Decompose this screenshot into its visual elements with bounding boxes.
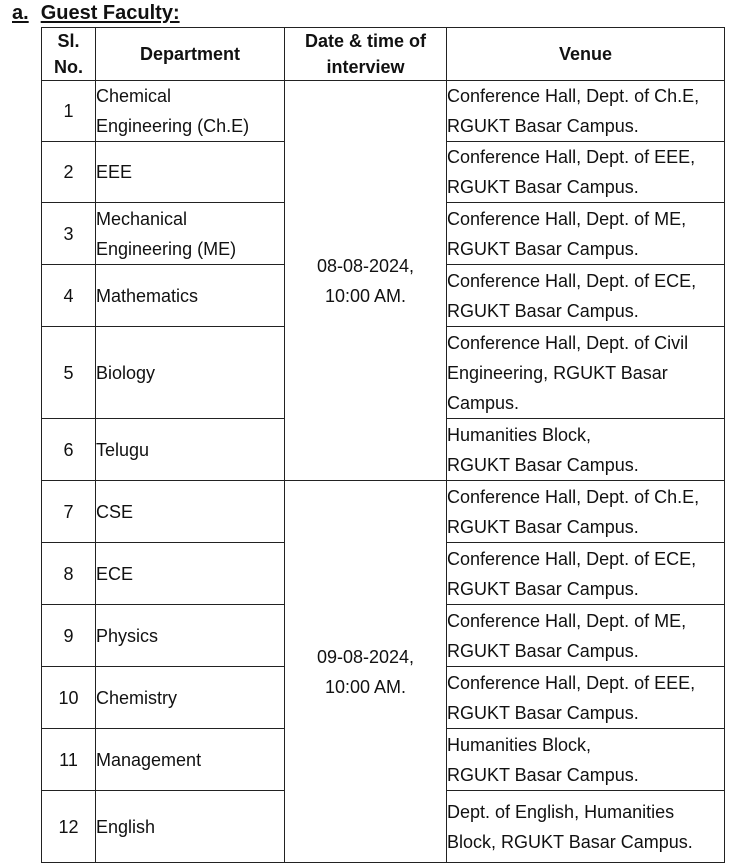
section-title: Guest Faculty: xyxy=(40,2,180,24)
section-heading xyxy=(12,0,180,26)
header-sl-no: Sl. No. xyxy=(42,28,96,81)
venue-cell: Humanities Block, RGUKT Basar Campus. xyxy=(447,419,725,481)
venue-cell: Conference Hall, Dept. of Ch.E, RGUKT Basar Campus. xyxy=(447,81,725,142)
sl-cell: 8 xyxy=(42,543,96,605)
sl-cell: 7 xyxy=(42,481,96,543)
department-cell: Chemistry xyxy=(96,667,285,729)
sl-cell: 5 xyxy=(42,327,96,419)
table-row xyxy=(42,481,725,543)
department-cell: ECE xyxy=(96,543,285,605)
venue-cell: Humanities Block, RGUKT Basar Campus. xyxy=(447,729,725,791)
sl-cell: 12 xyxy=(42,791,96,863)
department-cell: Telugu xyxy=(96,419,285,481)
sl-cell: 2 xyxy=(42,142,96,203)
department-cell: EEE xyxy=(96,142,285,203)
department-cell: Biology xyxy=(96,327,285,419)
department-cell: Physics xyxy=(96,605,285,667)
venue-cell: Conference Hall, Dept. of Ch.E, RGUKT Basar Campus. xyxy=(447,481,725,543)
venue-cell: Conference Hall, Dept. of EEE, RGUKT Basar Campus. xyxy=(447,667,725,729)
department-cell: English xyxy=(96,791,285,863)
guest-faculty-table xyxy=(41,27,725,863)
department-cell: CSE xyxy=(96,481,285,543)
venue-cell: Conference Hall, Dept. of ECE, RGUKT Basar Campus. xyxy=(447,543,725,605)
header-venue: Venue xyxy=(447,28,725,81)
date-cell: 09-08-2024, 10:00 AM. xyxy=(285,481,447,863)
header-date-time: Date & time of interview xyxy=(285,28,447,81)
venue-cell: Conference Hall, Dept. of ME, RGUKT Basar Campus. xyxy=(447,605,725,667)
sl-cell: 6 xyxy=(42,419,96,481)
sl-cell: 3 xyxy=(42,203,96,265)
sl-cell: 11 xyxy=(42,729,96,791)
header-department: Department xyxy=(96,28,285,81)
department-cell: Management xyxy=(96,729,285,791)
venue-cell: Dept. of English, Humanities Block, RGUKT Basar Campus. xyxy=(447,791,725,863)
section-letter: a. xyxy=(12,2,29,24)
department-cell: Mathematics xyxy=(96,265,285,327)
sl-cell: 1 xyxy=(42,81,96,142)
venue-cell: Conference Hall, Dept. of ME, RGUKT Basar Campus. xyxy=(447,203,725,265)
date-cell: 08-08-2024, 10:00 AM. xyxy=(285,81,447,481)
sl-cell: 9 xyxy=(42,605,96,667)
sl-cell: 4 xyxy=(42,265,96,327)
venue-cell: Conference Hall, Dept. of ECE, RGUKT Basar Campus. xyxy=(447,265,725,327)
venue-cell: Conference Hall, Dept. of Civil Engineering, RGUKT Basar Campus. xyxy=(447,327,725,419)
venue-cell: Conference Hall, Dept. of EEE, RGUKT Basar Campus. xyxy=(447,142,725,203)
sl-cell: 10 xyxy=(42,667,96,729)
department-cell: Mechanical Engineering (ME) xyxy=(96,203,285,265)
department-cell: Chemical Engineering (Ch.E) xyxy=(96,81,285,142)
table-header-row xyxy=(42,28,725,81)
table-row xyxy=(42,81,725,142)
